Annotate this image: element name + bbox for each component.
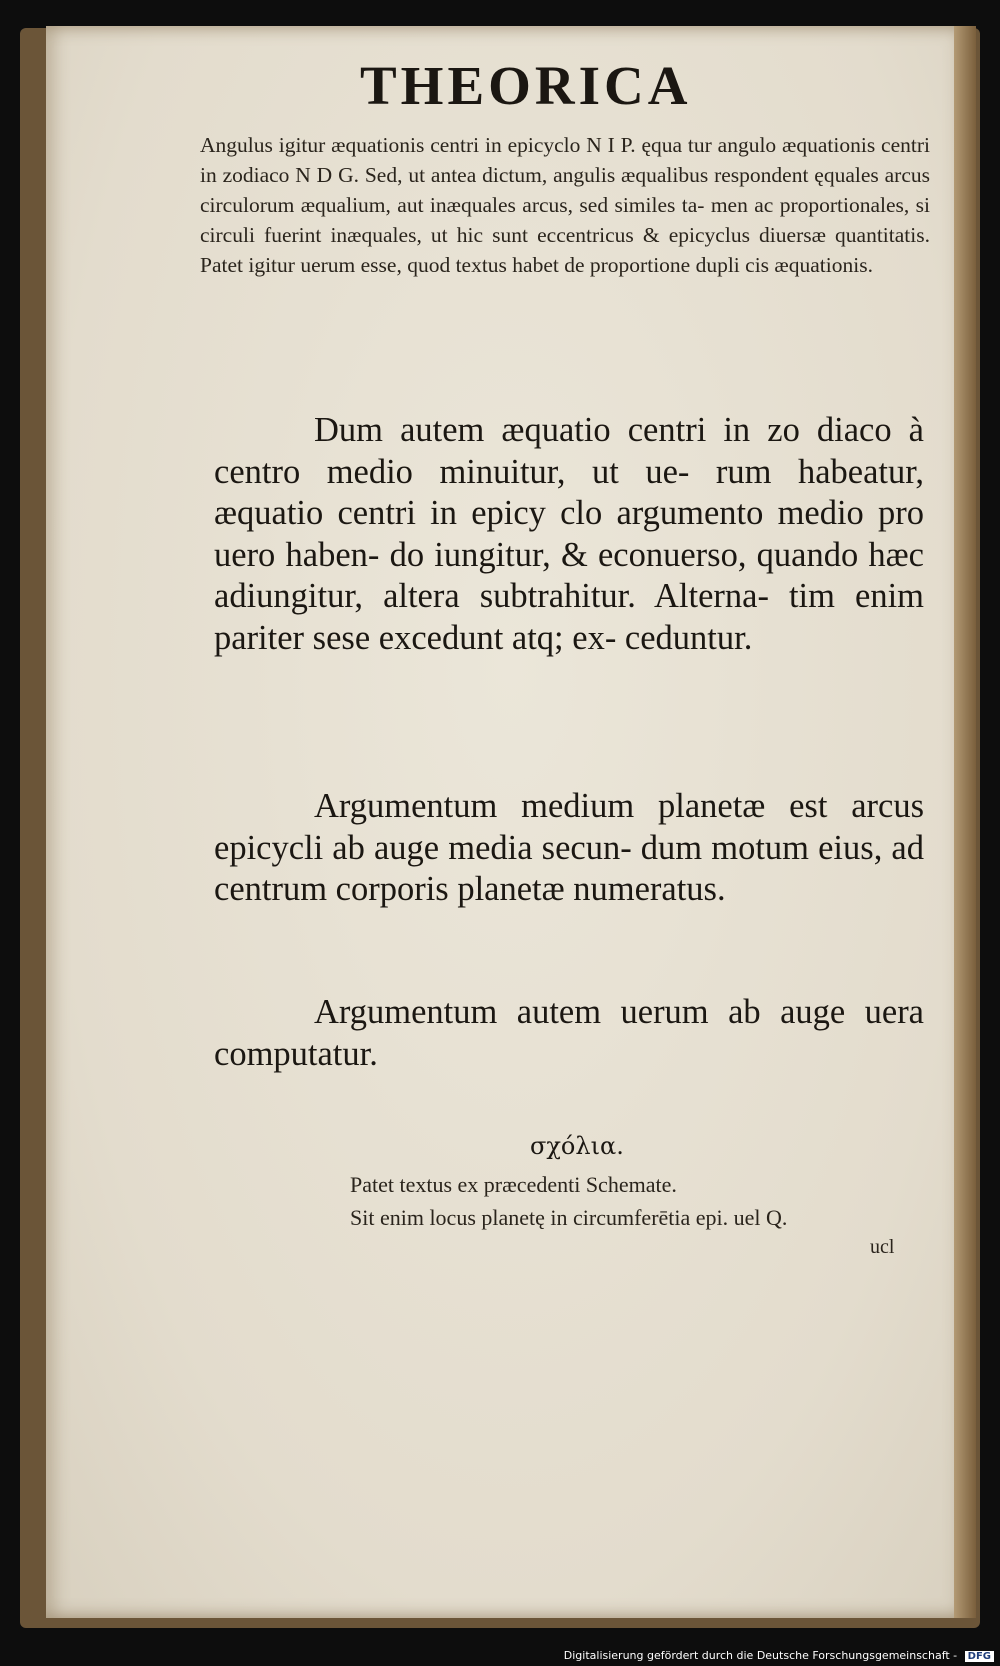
running-title: THEORICA [360, 55, 692, 116]
gloss-paragraph: Angulus igitur æquationis centri in epicyclo N I P. ęqua tur angulo æquationis centri in zodiaco N D G. Sed, ut antea dictum, angulis æqualibus respondent ęquales arcus circulorum æqualium, aut inæquales arcus, sed similes ta- men ac proportionales, si circuli fuerint inæquales, ut hic sunt eccentricus & epicyclus diuersæ quantitatis. Patet igitur uerum esse, quod textus habet de proportione dupli cis æquationis. [200, 133, 930, 277]
text-paragraph-2 [214, 786, 924, 911]
catchword: ucl [870, 1236, 895, 1258]
paragraph-1-first-line: Dum autem æquatio centri in zo [314, 411, 800, 449]
text-paragraph-3 [214, 992, 924, 1075]
scholia-line-1: Patet textus ex præcedenti Schemate. [350, 1172, 677, 1197]
digitization-credit [564, 1649, 994, 1662]
scholia-line-2: Sit enim locus planetę in circumferētia epi. uel Q. [350, 1205, 788, 1230]
text-paragraph-1 [214, 410, 924, 659]
scholia-heading: σχόλια. [530, 1132, 624, 1160]
page-spine-shadow [954, 26, 976, 1618]
scholia-text [350, 1168, 920, 1234]
credit-text: Digitalisierung gefördert durch die Deutsche Forschungsgemeinschaft - [563, 1649, 958, 1662]
paragraph-3-rest: auge uera computatur. [214, 993, 924, 1073]
paragraph-1-rest: diaco à centro medio minuitur, ut ue- rum habeatur, æquatio centri in epicy clo argumento medio pro uero haben- do iungitur, & econuerso, quando hæc adiungitur, altera subtrahitur. Alterna- tim enim pariter sese excedunt atq; ex- ceduntur. [214, 411, 924, 657]
paragraph-3-first-line: Argumentum autem uerum ab [314, 993, 761, 1031]
paragraph-2-rest: est arcus epicycli ab auge media secun- dum motum eius, ad centrum corporis planetæ numeratus. [214, 787, 924, 908]
dfg-logo: DFG [965, 1651, 994, 1662]
paragraph-2-first-line: Argumentum medium planetæ [314, 787, 766, 825]
